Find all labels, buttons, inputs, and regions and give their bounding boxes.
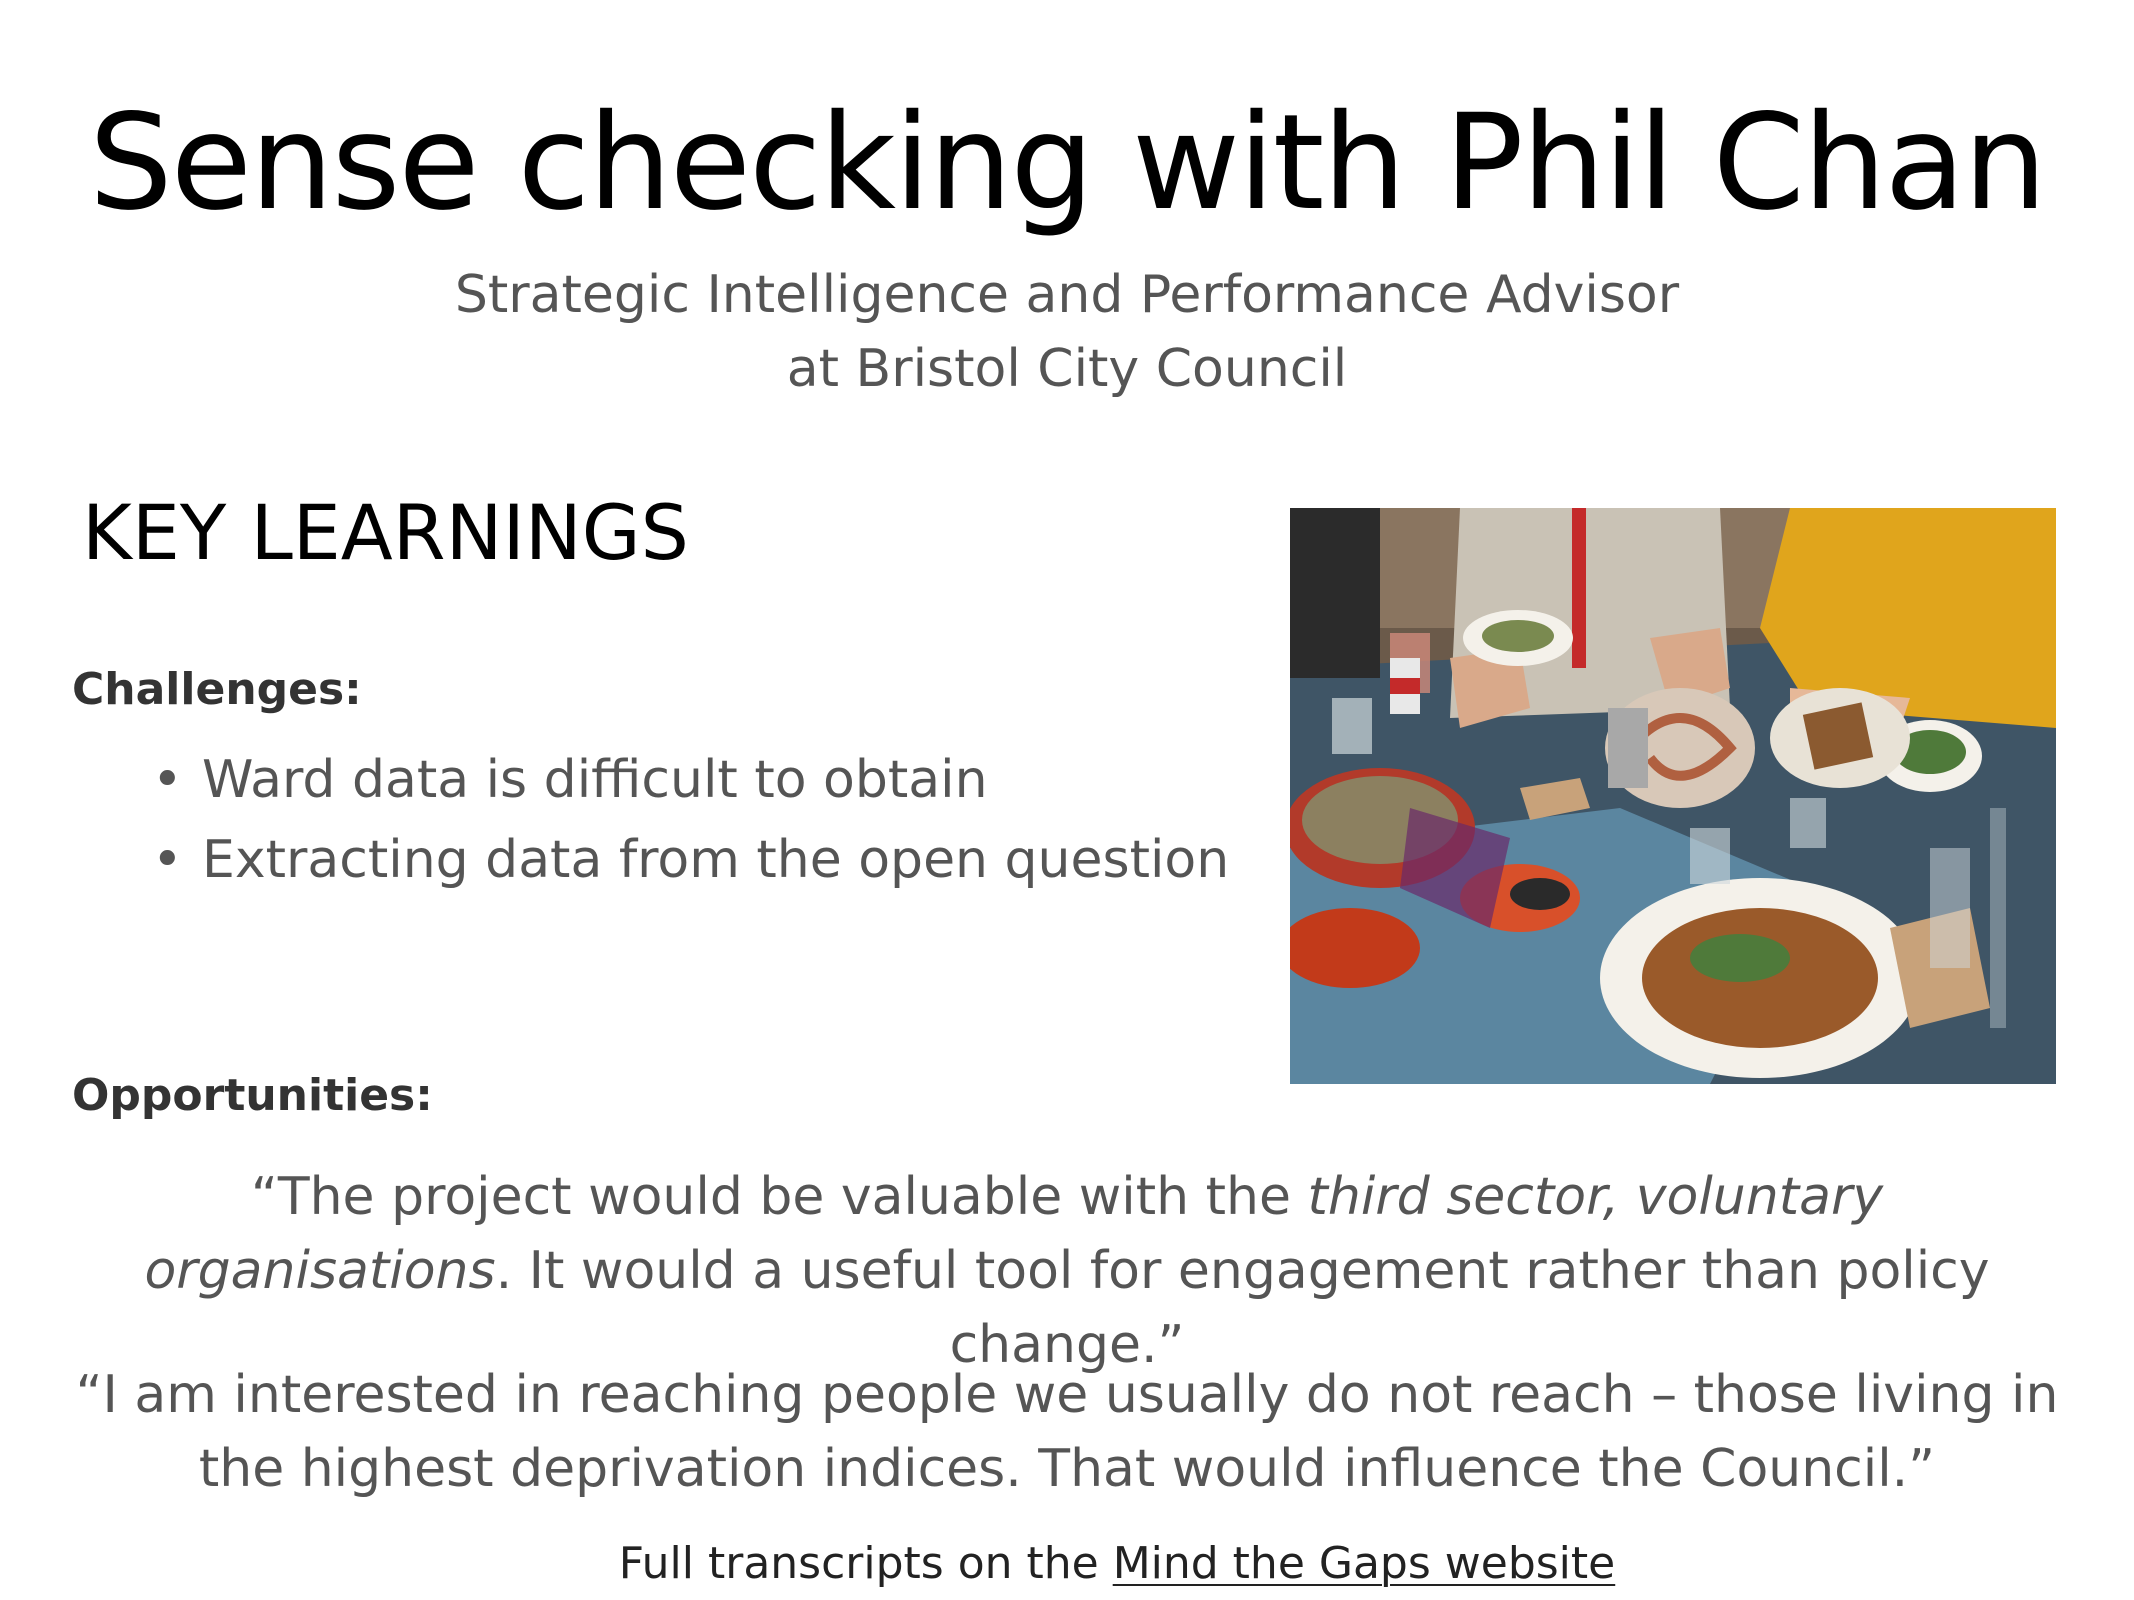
meeting-photo [1290,508,2056,1084]
photo-of-meeting-over-food-icon [1290,508,2056,1084]
opportunity-quote-2: “I am interested in reaching people we usually do not reach – those living in the highest deprivation indices. That would influence the Council.” [75,1365,2059,1499]
quote-emphasis: third sector, voluntary organisations [144,1167,1884,1301]
list-item [150,740,1229,820]
challenge-text: Extracting data from the open question [202,830,1230,890]
speaker-role-line-1: Strategic Intelligence and Performance Advisor [454,265,1680,325]
mind-the-gaps-link[interactable]: Mind the Gaps website [1112,1538,1616,1589]
footer-prefix: Full transcripts on the [618,1538,1113,1589]
quote-text: . It would a useful tool for engagement rather than policy change.” [495,1241,1990,1375]
bullet-icon: • [152,830,183,890]
opportunity-quote-1 [60,1160,2074,1382]
bullet-icon: • [152,750,183,810]
list-item [150,820,1229,900]
slide-title: Sense checking with Phil Chan [88,86,2046,240]
challenge-text: Ward data is difficult to obtain [202,750,988,810]
footer-note [0,1536,2134,1592]
challenges-label: Challenges: [72,664,362,715]
section-heading: KEY LEARNINGS [82,488,689,577]
speaker-role-line-2: at Bristol City Council [786,339,1348,399]
speaker-role [0,258,2134,406]
challenges-list [150,740,1229,900]
opportunities-label: Opportunities: [72,1070,433,1121]
quote-text: “The project would be valuable with the [250,1167,1308,1227]
